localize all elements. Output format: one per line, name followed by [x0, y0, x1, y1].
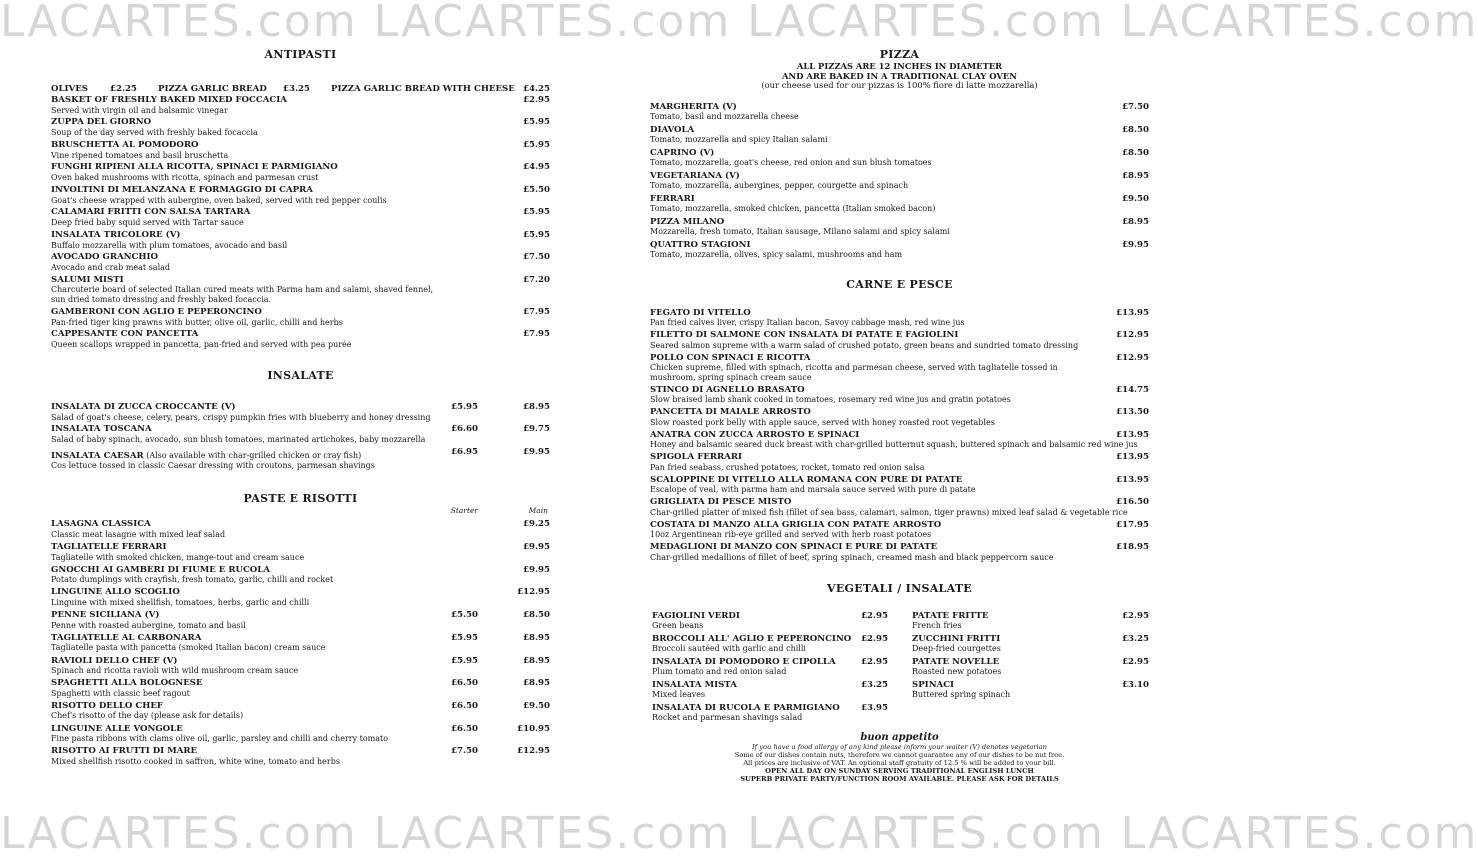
item-description: Tomato, mozzarella, olives, spicy salami, mushrooms and ham	[650, 250, 903, 260]
item-price: £4.95	[523, 162, 550, 173]
item-price: £5.95	[523, 229, 550, 240]
item-description: Chef's risotto of the day (please ask for details)	[51, 711, 244, 721]
item-name: BASKET OF FRESHLY BAKED MIXED FOCCACIA	[51, 95, 287, 105]
item-price: £5.50	[523, 184, 550, 195]
carne-title: CARNE E PESCE	[846, 277, 953, 291]
item-description: Char-grilled platter of mixed fish (fillet of sea bass, calamari, salmon, tiger prawns) mixed leaf salad & vegetable rice	[650, 507, 1128, 517]
pizza-cheese-note: (our cheese used for our pizzas is 100% fiore di latte mozzarella)	[761, 80, 1038, 91]
insalate-title: INSALATE	[267, 368, 334, 382]
menu-item	[650, 149, 1149, 168]
garlic-cheese-price: £4.25	[523, 84, 550, 94]
starter-price: £6.95	[451, 446, 478, 457]
menu-item	[51, 208, 550, 227]
menu-item	[650, 386, 1149, 405]
item-name: INSALATA DI POMODORO E CIPOLLA	[652, 656, 836, 667]
paste-title: PASTE E RISOTTI	[243, 492, 358, 506]
starter-price: £6.60	[451, 424, 478, 435]
menu-item	[650, 126, 1149, 145]
item-price: £17.95	[1116, 519, 1149, 530]
item-description: Tomato, basil and mozzarella cheese	[650, 112, 799, 122]
menu-item	[51, 543, 550, 562]
vegetali-grid	[650, 612, 1149, 732]
item-description: Potato dumplings with crayfish, fresh tomato, garlic, chilli and rocket	[51, 575, 334, 585]
left-column	[51, 48, 550, 770]
item-description: Tomato, mozzarella, smoked chicken, pancetta (Italian smoked bacon)	[650, 204, 936, 214]
menu-item	[51, 253, 550, 272]
menu-item	[51, 96, 550, 115]
item-price: £2.95	[861, 656, 888, 667]
menu-item	[51, 520, 550, 539]
item-name: ZUPPA DEL GIORNO	[51, 117, 152, 128]
menu-item	[51, 118, 550, 137]
item-name: BRUSCHETTA AL POMODORO	[51, 139, 199, 150]
item-description: Penne with roasted aubergine, tomato and basil	[51, 620, 246, 630]
item-description: Served with virgin oil and balsamic vinegar	[51, 105, 228, 115]
item-description: Tagliatelle with smoked chicken, mange-tout and cream sauce	[51, 552, 305, 562]
vegetali-title: VEGETALI / INSALATE	[827, 581, 972, 595]
starter-header: Starter	[450, 506, 478, 516]
item-description-2: sun dried tomato dressing and freshly baked focaccia.	[51, 295, 272, 305]
main-price: £8.95	[523, 678, 550, 689]
item-name: FAGIOLINI VERDI	[652, 610, 740, 621]
item-price: £12.95	[1116, 352, 1149, 363]
item-description: Honey and balsamic seared duck breast with char-grilled butternut squash, buttered spinach and balsamic red wine jus	[650, 440, 1138, 450]
item-name: INSALATA CAESAR	[51, 450, 144, 461]
item-name: MEDAGLIONI DI MANZO CON SPINACI E PURE DI PATATE	[650, 542, 938, 553]
item-name: INSALATA DI ZUCCA CROCCANTE (V)	[51, 401, 236, 412]
private-party-note: SUPERB PRIVATE PARTY/FUNCTION ROOM AVAILABLE. PLEASE ASK FOR DETAILS	[740, 775, 1059, 784]
pizza-title: PIZZA	[879, 48, 920, 61]
item-name: LASAGNA CLASSICA	[51, 519, 151, 530]
item-name: GAMBERONI CON AGLIO E PEPERONCINO	[51, 306, 262, 317]
insalate-list	[51, 403, 550, 471]
right-column	[650, 48, 1149, 784]
main-price: £8.95	[523, 655, 550, 666]
item-name: PENNE SICILIANA (V)	[51, 610, 160, 621]
menu-item	[51, 566, 550, 585]
item-name: SPIGOLA FERRARI	[650, 452, 742, 463]
item-name: BROCCOLI ALL' AGLIO E PEPERONCINO	[652, 633, 852, 644]
item-name: GRIGLIATA DI PESCE MISTO	[650, 497, 792, 508]
item-description: Chicken supreme, filled with spinach, ricotta and parmesan cheese, served with tagliatelle tossed in	[650, 363, 1058, 373]
menu-item	[650, 408, 1149, 427]
item-description: Pan-fried tiger king prawns with butter, olive oil, garlic, chilli and herbs	[51, 317, 343, 327]
antipasti-list	[51, 96, 550, 350]
nut-note: Some of our dishes contain nuts, therefore we cannot guarantee any of our dishes to be nut free.	[734, 750, 1065, 759]
menu-item	[51, 448, 550, 471]
menu-item	[650, 172, 1149, 191]
vegetable-item	[652, 612, 888, 631]
starter-price: £5.95	[451, 632, 478, 643]
menu-item	[51, 231, 550, 250]
item-price: £3.25	[861, 679, 888, 690]
item-name: LINGUINE ALLE VONGOLE	[51, 723, 183, 734]
item-name: RISOTTO DELLO CHEF	[51, 700, 163, 711]
item-price: £7.50	[523, 252, 550, 263]
item-price: £3.10	[1122, 679, 1149, 690]
item-price: £7.95	[523, 306, 550, 317]
item-description: Plum tomato and red onion salad	[652, 667, 787, 677]
item-description: Linguine with mixed shellfish, tomatoes, herbs, garlic and chilli	[51, 598, 310, 608]
menu-item	[650, 241, 1149, 260]
item-price: £2.95	[861, 610, 888, 621]
pizza-subtitle-2: AND ARE BAKED IN A TRADITIONAL CLAY OVEN	[782, 70, 1017, 81]
item-price: £8.50	[1122, 147, 1149, 158]
item-description: Goat's cheese wrapped with aubergine, oven baked, served with red pepper coulis	[51, 195, 387, 205]
buon-appetito: buon appetito	[860, 731, 939, 743]
item-description: Spaghetti with classic beef ragout	[51, 688, 190, 698]
starter-price: £6.50	[451, 723, 478, 734]
item-description: Tomato, mozzarella, aubergines, pepper, courgette and spinach	[650, 181, 909, 191]
watermark-bottom: LACARTES.com LACARTES.com LACARTES.com LACARTES.com	[0, 808, 1478, 859]
starter-price: £5.95	[451, 655, 478, 666]
item-price: £7.95	[523, 329, 550, 340]
item-description: Char-grilled medallions of fillet of beef, spring spinach, creamed mash and black peppercorn sauce	[650, 552, 1054, 562]
item-name: PATATE FRITTE	[912, 610, 989, 621]
item-description: Spinach and ricotta ravioli with wild mushroom cream sauce	[51, 666, 299, 676]
item-name: FERRARI	[650, 193, 695, 204]
item-description: Buttered spring spinach	[912, 690, 1011, 700]
menu-item	[650, 309, 1149, 328]
menu-item	[650, 476, 1149, 495]
item-description: Slow braised lamb shank cooked in tomatoes, rosemary red wine jus and gratin potatoes	[650, 395, 1011, 405]
item-price: £5.95	[523, 117, 550, 128]
menu-item	[51, 141, 550, 160]
menu-item	[51, 425, 550, 444]
antipasti-title: ANTIPASTI	[264, 48, 337, 61]
starter-price: £5.50	[451, 610, 478, 621]
starter-price: £5.95	[451, 401, 478, 412]
main-price: £9.95	[523, 446, 550, 457]
item-name: ZUCCHINI FRITTI	[912, 633, 1001, 644]
item-description: Oven baked mushrooms with ricotta, spinach and parmesan crust	[51, 173, 319, 183]
menu-item	[51, 611, 550, 630]
item-name: GNOCCHI AI GAMBERI DI FIUME E RUCOLA	[51, 564, 271, 575]
menu-item	[650, 354, 1149, 383]
item-description: Slow roasted pork belly with apple sauce, served with honey roasted root vegetables	[650, 417, 995, 427]
item-description: Vine ripened tomatoes and basil bruschetta	[51, 150, 229, 160]
item-name: TAGLIATELLE AL CARBONARA	[51, 632, 202, 643]
main-price: £9.75	[523, 424, 550, 435]
item-description: Rocket and parmesan shavings salad	[652, 713, 803, 723]
pizza-list	[650, 103, 1149, 260]
menu-item	[51, 163, 550, 182]
item-description: Soup of the day served with freshly baked focaccia	[51, 128, 258, 138]
main-price: £10.95	[517, 723, 550, 734]
item-name: RAVIOLI DELLO CHEF (V)	[51, 655, 178, 666]
garlic-bread-label: PIZZA GARLIC BREAD	[158, 84, 267, 94]
item-price: £5.95	[523, 139, 550, 150]
item-price: £18.95	[1116, 542, 1149, 553]
menu-item	[51, 186, 550, 205]
vegetable-item	[652, 704, 888, 723]
item-name: CAPPESANTE CON PANCETTA	[51, 329, 199, 340]
menu-item	[650, 218, 1149, 237]
starter-price: £6.50	[451, 678, 478, 689]
menu-item	[51, 657, 550, 676]
olives-price: £2.25	[110, 84, 137, 94]
item-description-2: mushroom, spring spinach cream sauce	[650, 372, 812, 382]
item-description: Charcuterie board of selected Italian cured meats with Parma ham and salami, shaved fennel,	[51, 285, 434, 295]
main-header: Main	[528, 506, 548, 516]
item-description: Green beans	[652, 621, 704, 631]
vat-note: All prices are inclusive of VAT. An optional staff gratuity of 12.5 % will be added to your bill.	[743, 759, 1056, 767]
main-price: £9.95	[523, 564, 550, 575]
item-name: PIZZA MILANO	[650, 216, 725, 227]
item-name: AVOCADO GRANCHIO	[51, 252, 158, 263]
vegetable-item	[652, 635, 888, 654]
main-price: £8.95	[523, 632, 550, 643]
item-name: INSALATA MISTA	[652, 679, 737, 690]
menu-item	[650, 195, 1149, 214]
main-price: £12.95	[517, 587, 550, 598]
item-price: £13.95	[1116, 474, 1149, 485]
item-name: SALUMI MISTI	[51, 274, 124, 285]
item-description: Buffalo mozzarella with plum tomatoes, avocado and basil	[51, 240, 288, 250]
menu-item	[51, 634, 550, 653]
item-name: STINCO DI AGNELLO BRASATO	[650, 384, 805, 395]
item-description: Deep-fried courgettes	[912, 644, 1001, 654]
item-price: £3.95	[861, 702, 888, 713]
item-name: ANATRA CON ZUCCA ARROSTO E SPINACI	[650, 429, 860, 440]
item-price: £2.95	[1122, 656, 1149, 667]
item-description: 10oz Argentinean rib-eye grilled and served with herb roast potatoes	[650, 530, 932, 540]
menu-item	[650, 331, 1149, 350]
garlic-cheese-label: PIZZA GARLIC BREAD WITH CHEESE	[331, 84, 515, 94]
menu-item	[51, 588, 550, 607]
menu-item	[51, 725, 550, 744]
watermark-top: LACARTES.com LACARTES.com LACARTES.com LACARTES.com	[0, 0, 1478, 47]
item-price: £8.95	[1122, 170, 1149, 181]
item-description: Tagliatelle pasta with pancetta (smoked Italian bacon) cream sauce	[51, 643, 326, 653]
item-name: CALAMARI FRITTI CON SALSA TARTARA	[51, 207, 251, 218]
item-description: Broccoli sautéed with garlic and chilli	[652, 644, 806, 654]
item-description: French fries	[912, 621, 962, 631]
item-name: POLLO CON SPINACI E RICOTTA	[650, 352, 811, 363]
item-name: CAPRINO (V)	[650, 147, 715, 158]
item-price: £13.50	[1116, 407, 1149, 418]
item-price: £12.95	[1116, 330, 1149, 341]
item-name: INSALATA TRICOLORE (V)	[51, 229, 181, 240]
item-description: Fine pasta ribbons with clams olive oil, garlic, parsley and chilli and cherry tomato	[51, 734, 389, 744]
item-description: Cos lettuce tossed in classic Caesar dressing with croutons, parmesan shavings	[51, 461, 375, 471]
menu-item	[650, 521, 1149, 540]
menu-footer	[650, 732, 1149, 784]
main-price: £8.50	[523, 610, 550, 621]
item-price: £3.25	[1122, 633, 1149, 644]
item-description: Mozzarella, fresh tomato, Italian sausage, Milano salami and spicy salami	[650, 227, 950, 237]
item-description: Escalope of veal, with parma ham and marsala sauce served with pure di patate	[650, 485, 976, 495]
item-price: £5.95	[523, 207, 550, 218]
item-description: Tomato, mozzarella, goat's cheese, red onion and sun blush tomatoes	[650, 158, 932, 168]
paste-column-headers	[51, 506, 550, 516]
item-price: £2.95	[523, 95, 550, 105]
item-name: TAGLIATELLE FERRARI	[51, 542, 167, 553]
sunday-note: OPEN ALL DAY ON SUNDAY SERVING TRADITIONAL ENGLISH LUNCH	[765, 767, 1034, 776]
menu-item	[650, 498, 1149, 517]
allergy-note: If you have a food allergy of any kind please inform your waiter (V) denotes vegetarian	[752, 742, 1047, 751]
item-name: SPAGHETTI ALLA BOLOGNESE	[51, 678, 203, 689]
item-name: INVOLTINI DI MELANZANA E FORMAGGIO DI CAPRA	[51, 184, 313, 195]
vegetable-item	[912, 658, 1149, 677]
item-name: RISOTTO AI FRUTTI DI MARE	[51, 746, 198, 757]
item-name: SPINACI	[912, 679, 955, 690]
vegetable-item	[912, 681, 1149, 700]
menu-item	[51, 276, 550, 305]
item-price: £9.95	[1122, 239, 1149, 250]
item-name-note: (Also available with char-grilled chicken or cray fish)	[143, 450, 362, 460]
item-price: £16.50	[1116, 497, 1149, 508]
item-price: £8.50	[1122, 124, 1149, 135]
vegetable-item	[912, 635, 1149, 654]
item-name: COSTATA DI MANZO ALLA GRIGLIA CON PATATE ARROSTO	[650, 519, 942, 530]
item-name: FEGATO DI VITELLO	[650, 307, 751, 318]
item-description: Salad of goat's cheese, celery, pears, crispy pumpkin fries with blueberry and honey dressing	[51, 412, 431, 422]
menu-item	[51, 747, 550, 766]
main-price: £9.95	[523, 542, 550, 553]
item-description: Seared salmon supreme with a warm salad of crushed potato, green beans and sundried tomato dressing	[650, 340, 1079, 350]
menu-item	[650, 431, 1149, 450]
starter-price: £7.50	[451, 746, 478, 757]
item-name: FILETTO DI SALMONE CON INSALATA DI PATATE E FAGIOLINI	[650, 330, 959, 341]
item-price: £9.50	[1122, 193, 1149, 204]
item-description: Classic meat lasagne with mixed leaf salad	[51, 529, 226, 539]
main-price: £9.50	[523, 700, 550, 711]
item-name: INSALATA TOSCANA	[51, 424, 152, 435]
item-price: £2.95	[861, 633, 888, 644]
menu-item	[51, 330, 550, 349]
item-name: QUATTRO STAGIONI	[650, 239, 751, 250]
item-price: £13.95	[1116, 429, 1149, 440]
vegetable-item	[912, 612, 1149, 631]
menu-item	[650, 453, 1149, 472]
item-description: Pan fried calves liver, crispy Italian bacon, Savoy cabbage mash, red wine jus	[650, 318, 965, 328]
item-description: Queen scallops wrapped in pancetta, pan-fried and served with pea purée	[51, 340, 352, 350]
starter-price: £6.50	[451, 700, 478, 711]
item-price: £2.95	[1122, 610, 1149, 621]
item-name: FUNGHI RIPIENI ALLA RICOTTA, SPINACI E PARMIGIANO	[51, 162, 338, 173]
item-name: SCALOPPINE DI VITELLO ALLA ROMANA CON PURE DI PATATE	[650, 474, 963, 485]
garlic-bread-price: £3.25	[283, 84, 310, 94]
main-price: £8.95	[523, 401, 550, 412]
menu-item	[51, 403, 550, 422]
item-price: £7.20	[523, 274, 550, 285]
item-description: Tomato, mozzarella and spicy Italian salami	[650, 135, 828, 145]
main-price: £12.95	[517, 746, 550, 757]
pizza-subtitle-1: ALL PIZZAS ARE 12 INCHES IN DIAMETER	[796, 61, 1003, 71]
item-description: Mixed leaves	[652, 690, 706, 700]
paste-list	[51, 520, 550, 766]
olives-label: OLIVES	[51, 84, 88, 94]
menu-item	[650, 543, 1149, 562]
item-description: Mixed shellfish risotto cooked in saffron, white wine, tomato and herbs	[51, 756, 340, 766]
item-description: Roasted new potatoes	[912, 667, 1002, 677]
item-price: £7.50	[1122, 101, 1149, 112]
menu-item	[650, 103, 1149, 122]
item-name: PANCETTA DI MAIALE ARROSTO	[650, 407, 811, 418]
item-description: Pan fried seabass, crushed potatoes, rocket, tomato red onion salsa	[650, 462, 925, 472]
menu-item	[51, 679, 550, 698]
item-price: £13.95	[1116, 452, 1149, 463]
item-description: Salad of baby spinach, avocado, sun blush tomatoes, marinated artichokes, baby mozzarella	[51, 435, 426, 444]
item-name: LINGUINE ALLO SCOGLIO	[51, 587, 180, 598]
item-price: £13.95	[1116, 307, 1149, 318]
menu-item	[51, 702, 550, 721]
item-description: Deep fried baby squid served with Tartar sauce	[51, 218, 244, 228]
vegetable-item	[652, 658, 888, 677]
item-name: PATATE NOVELLE	[912, 656, 1000, 667]
item-name: INSALATA DI RUCOLA E PARMIGIANO	[652, 702, 840, 713]
item-name: DIAVOLA	[650, 124, 695, 135]
item-description: Avocado and crab meat salad	[51, 262, 171, 272]
item-price: £8.95	[1122, 216, 1149, 227]
item-price: £14.75	[1116, 384, 1149, 395]
item-name: MARGHERITA (V)	[650, 101, 737, 112]
item-name: VEGETARIANA (V)	[650, 170, 740, 181]
carne-list	[650, 309, 1149, 563]
vegetable-item	[652, 681, 888, 700]
menu-item	[51, 308, 550, 327]
main-price: £9.25	[523, 519, 550, 530]
